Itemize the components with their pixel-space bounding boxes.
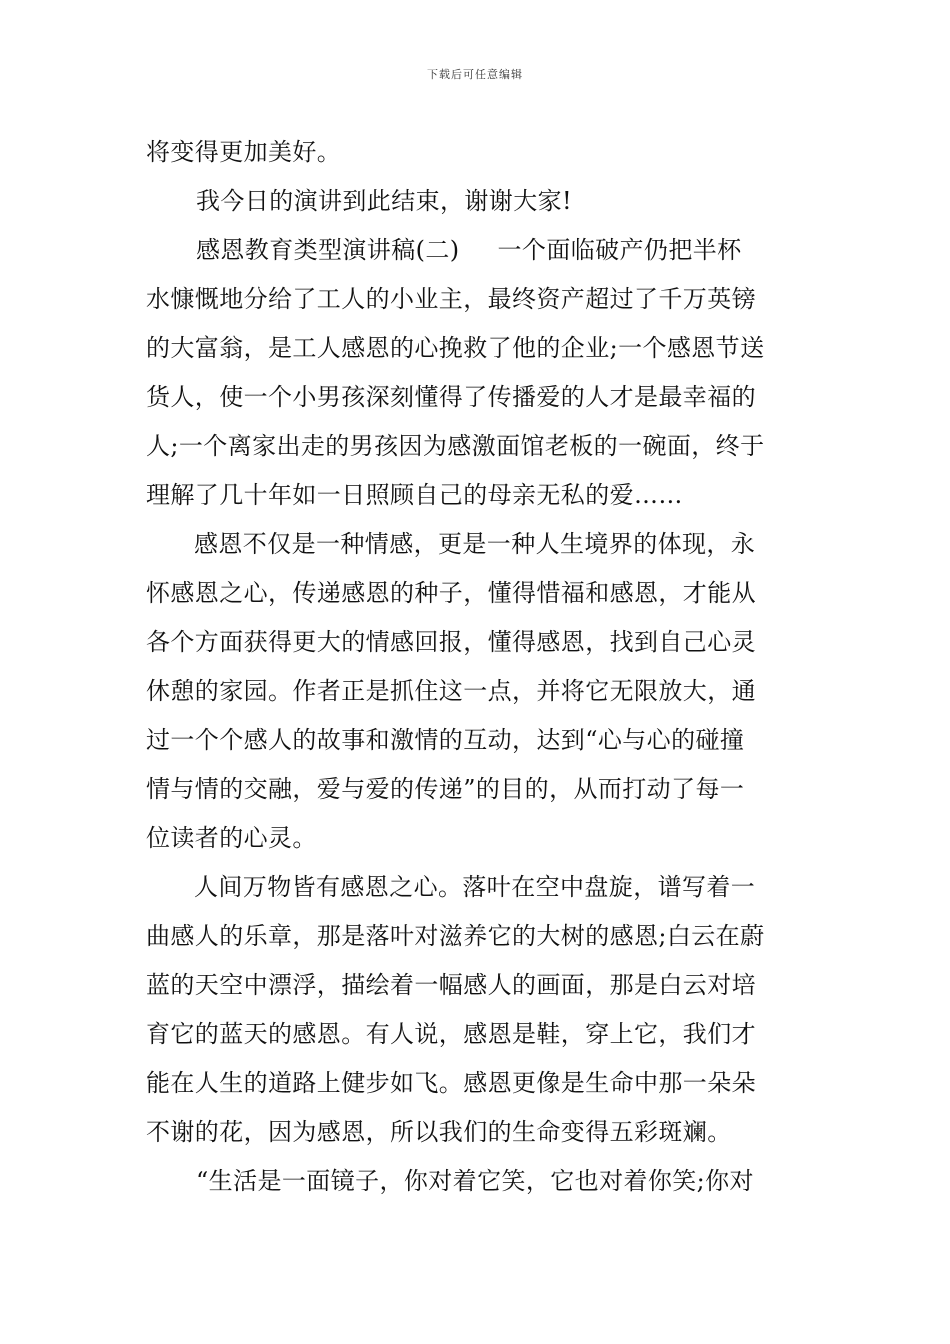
text-line: 能在人生的道路上健步如飞。感恩更像是生命中那一朵朵 <box>146 1069 756 1097</box>
text-line: 情与情的交融，爱与爱的传递”的目的，从而打动了每一 <box>146 775 745 803</box>
text-line: 人;一个离家出走的男孩因为感激面馆老板的一碗面，终于 <box>146 432 765 460</box>
text-line: 曲感人的乐章，那是落叶对滋养它的大树的感恩;白云在蔚 <box>146 922 765 950</box>
page-header: 下载后可任意编辑 <box>427 68 523 81</box>
text-line: 水慷慨地分给了工人的小业主，最终资产超过了千万英镑 <box>146 285 756 313</box>
text-line: 的大富翁，是工人感恩的心挽救了他的企业;一个感恩节送 <box>146 334 765 362</box>
text-line: 怀感恩之心，传递感恩的种子，懂得惜福和感恩，才能从 <box>146 579 756 607</box>
text-line: 各个方面获得更大的情感回报，懂得感恩，找到自己心灵 <box>146 628 756 656</box>
speech-title: 感恩教育类型演讲稿(二) <box>196 236 460 264</box>
text-span: 一个面临破产仍把半杯 <box>497 236 742 264</box>
text-line: 位读者的心灵。 <box>146 824 317 852</box>
text-line: “生活是一面镜子，你对着它笑，它也对着你笑;你对 <box>196 1167 754 1195</box>
text-line: 过一个个感人的故事和激情的互动，达到“心与心的碰撞 <box>146 726 745 754</box>
text-line: 人间万物皆有感恩之心。落叶在空中盘旋，谱写着一 <box>194 873 756 901</box>
text-line: 不谢的花，因为感恩，所以我们的生命变得五彩斑斓。 <box>146 1118 732 1146</box>
text-line: 育它的蓝天的感恩。有人说，感恩是鞋，穿上它，我们才 <box>146 1020 756 1048</box>
text-line: 我今日的演讲到此结束，谢谢大家! <box>196 187 573 215</box>
document-body <box>146 128 810 1206</box>
text-line: 蓝的天空中漂浮，描绘着一幅感人的画面，那是白云对培 <box>146 971 756 999</box>
text-line: 理解了几十年如一日照顾自己的母亲无私的爱…… <box>146 481 683 509</box>
text-line: 休憩的家园。作者正是抓住这一点，并将它无限放大，通 <box>146 677 756 705</box>
text-line: 感恩不仅是一种情感，更是一种人生境界的体现，永 <box>194 530 756 558</box>
text-line-with-title <box>146 226 810 275</box>
text-line: 将变得更加美好。 <box>146 138 342 166</box>
text-line: 货人，使一个小男孩深刻懂得了传播爱的人才是最幸福的 <box>146 383 756 411</box>
